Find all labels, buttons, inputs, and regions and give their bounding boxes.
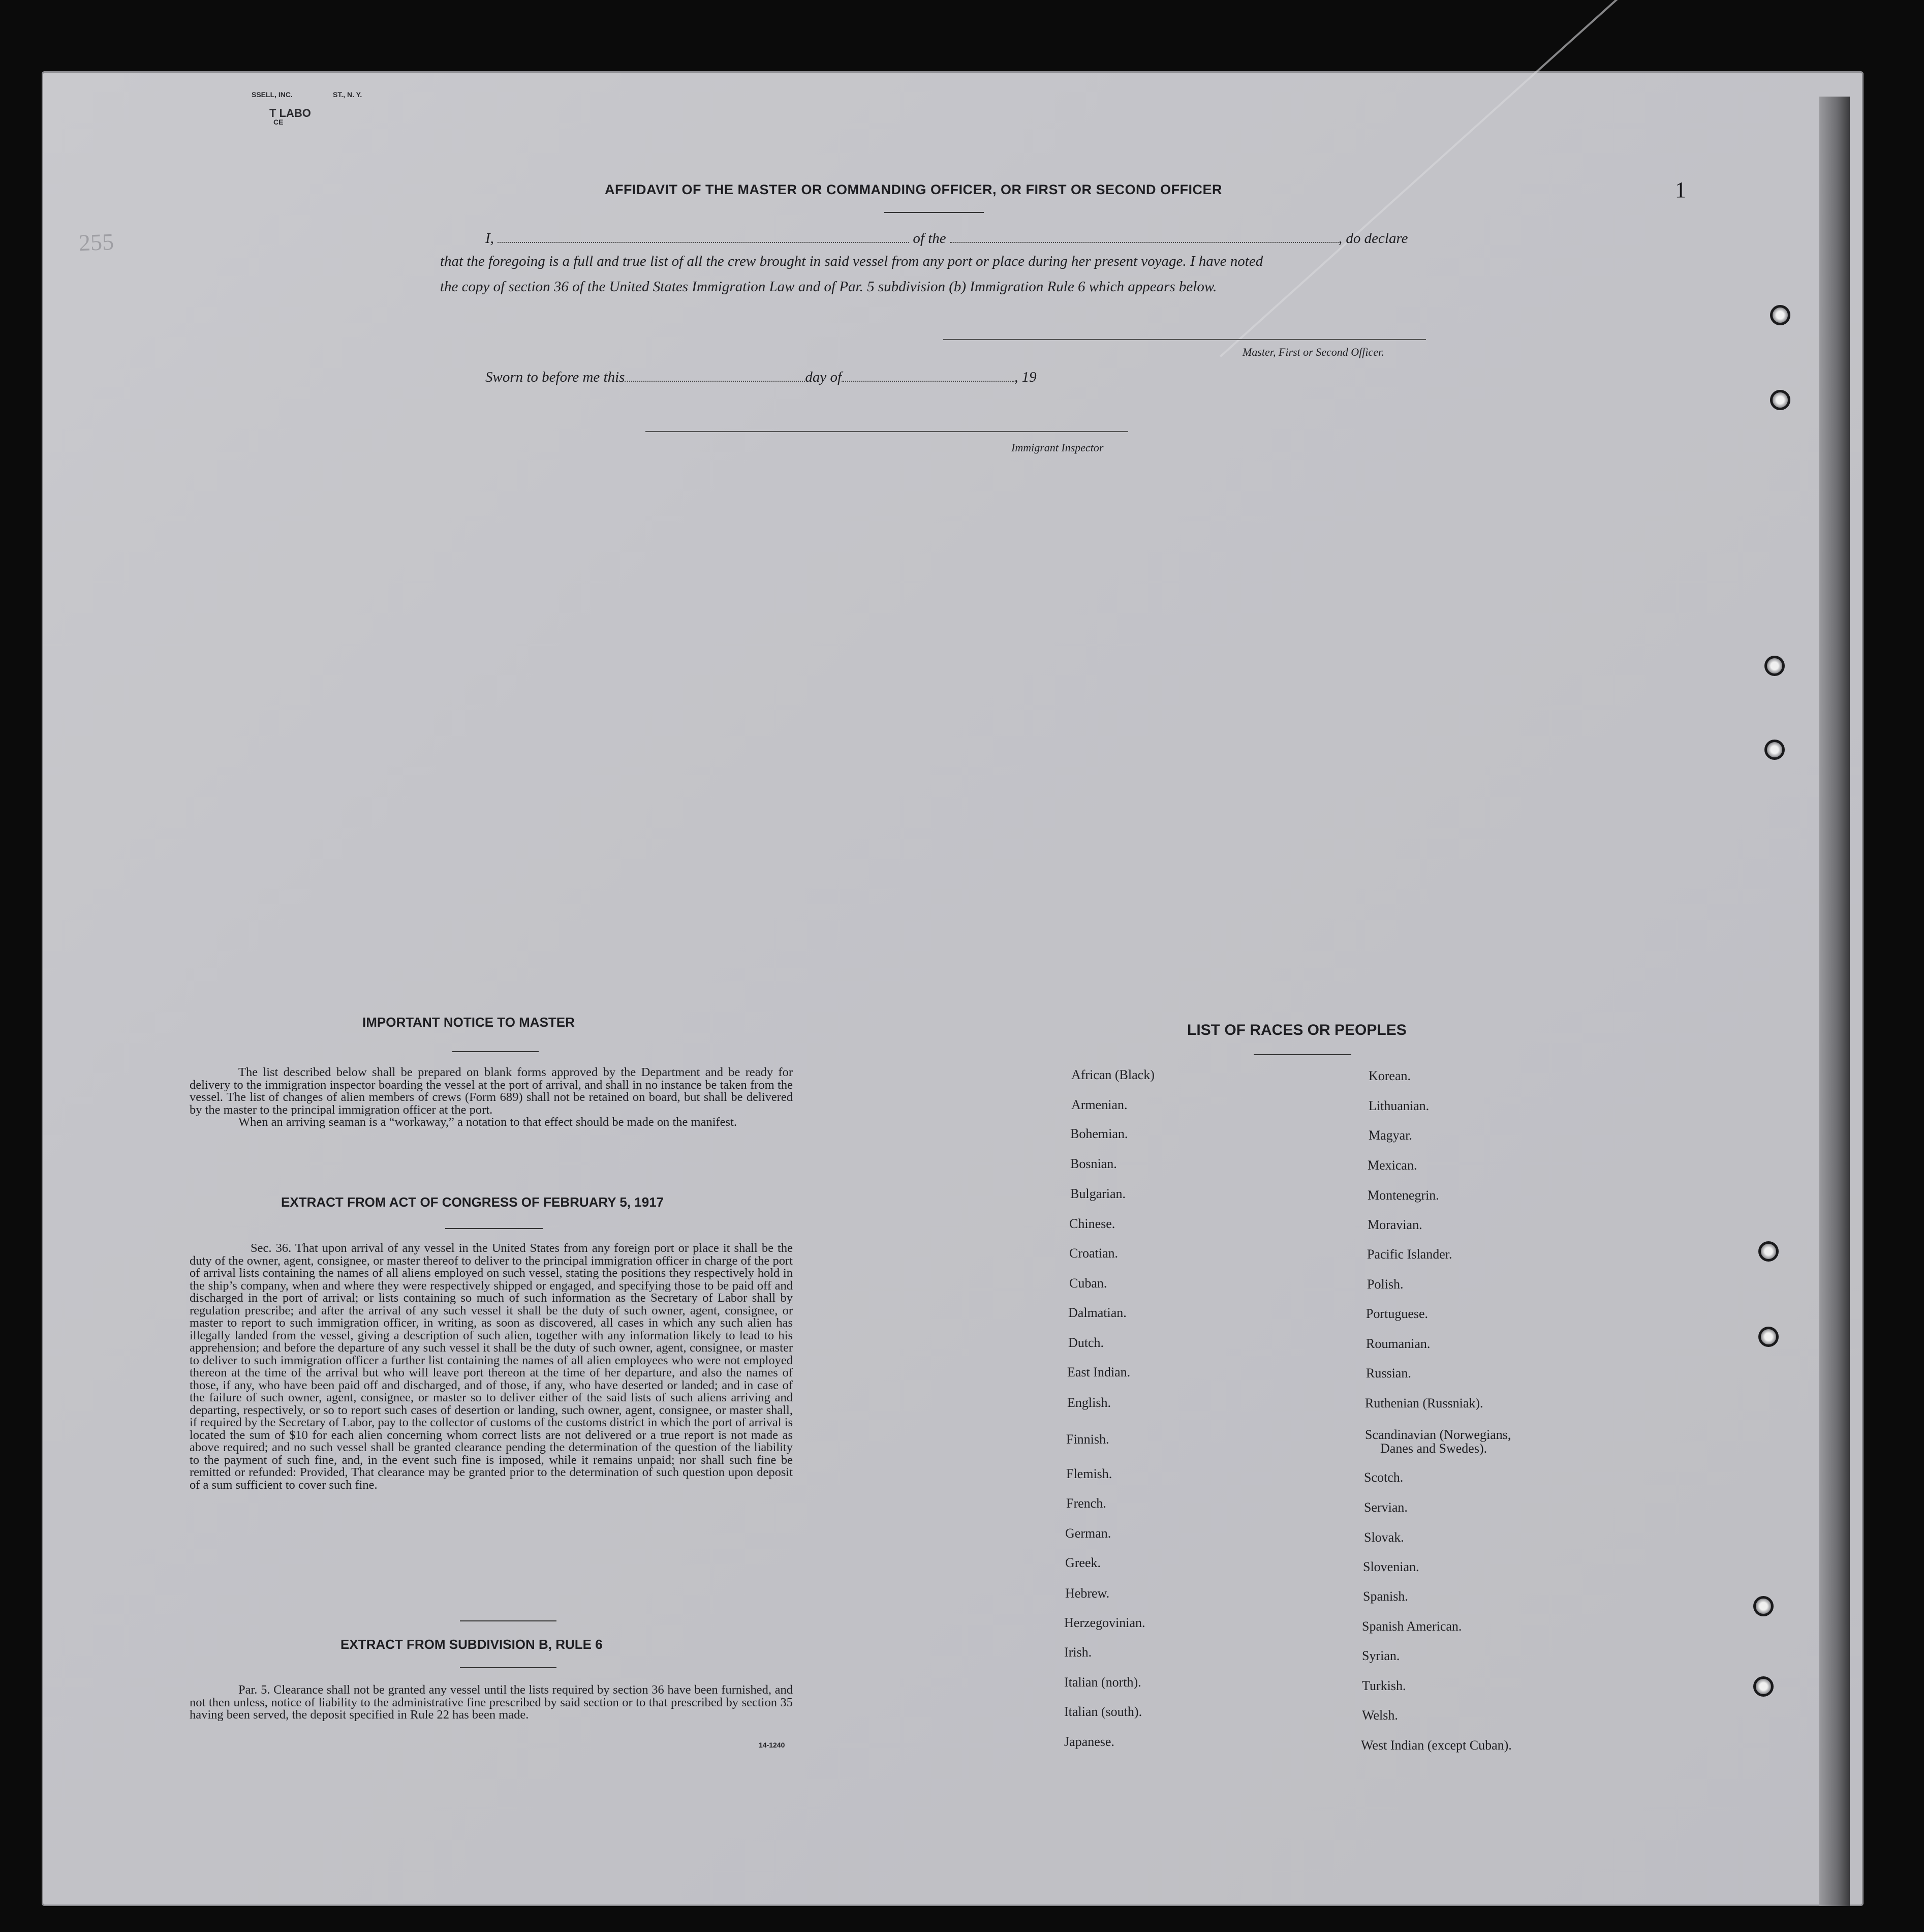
race-item: West Indian (except Cuban). <box>1361 1738 1512 1753</box>
race-item: Chinese. <box>1069 1216 1115 1231</box>
race-item: Servian. <box>1364 1500 1408 1515</box>
binder-hole <box>1758 1241 1779 1262</box>
binder-hole <box>1770 390 1790 410</box>
extract-act-body: Sec. 36. That upon arrival of any vessel in the United States from any foreign port or place it shall be the duty of the owner, agent, consignee, or master thereof to deliver to the principal immigration officer in charge of the port of arrival lists containing the names of all aliens employed on such vessel, stating the positions they respectively hold in the ship’s company, when and where they were respectively shipped or engaged, and specifying those to be paid off and discharged in the port of arrival; or lists containing so much of such information as the Secretary of Labor shall by regulation prescribe; and after the arrival of any such vessel it shall be the duty of such owner, agent, consignee, or master to report to such immigration officer, in writing, as soon as discovered, all cases in which any such alien has illegally landed from the vessel, giving a description of such alien, together with any information likely to lead to his apprehension; and before the departure of any such vessel it shall be the duty of such owner, agent, consignee, or master to deliver to such immigration officer a further list containing the names of all alien employees who were not employed thereon at the time of the arrival but who will leave port thereon at the time of her departure, and also the names of those, if any, who have been paid off and discharged, and of those, if any, who have deserted or landed; and in case of the failure of such owner, agent, consignee, or master so to deliver either of the said lists of such aliens arriving and departing, respectively, or so to report such cases of desertion or landing, such owner, agent, consignee, or master shall, if required by the Secretary of Labor, pay to the collector of customs of the customs district in which the port of arrival is located the sum of $10 for each alien concerning whom correct lists are not delivered or a true report is not made as above required; and no such vessel shall be granted clearance pending the determination of the question of the liability to the payment of such fine, and, in the event such fine is imposed, while it remains unpaid; nor shall such fine be remitted or refunded: Provided, That clearance may be granted prior to the determination of such question upon deposit of a sum sufficient to cover such fine. <box>190 1241 793 1492</box>
divider <box>884 212 984 213</box>
race-item: Herzegovinian. <box>1064 1615 1145 1630</box>
race-item: Lithuanian. <box>1369 1098 1430 1113</box>
affidavit-text: day of <box>805 369 842 385</box>
master-label: Master, First or Second Officer. <box>1243 346 1384 358</box>
binder-hole <box>1753 1596 1774 1616</box>
race-item: Dalmatian. <box>1068 1305 1127 1320</box>
binder-hole <box>1764 656 1785 676</box>
extract-rule-title: EXTRACT FROM SUBDIVISION B, RULE 6 <box>340 1637 603 1652</box>
binder-hole <box>1758 1327 1779 1347</box>
race-item: Japanese. <box>1064 1734 1114 1749</box>
corner-fragment: SSELL, INC. <box>252 90 293 99</box>
inspector-label: Immigrant Inspector <box>1011 441 1104 454</box>
race-item: Dutch. <box>1068 1335 1104 1350</box>
race-item: Armenian. <box>1071 1097 1128 1112</box>
race-item: Croatian. <box>1069 1246 1119 1261</box>
form-number: 14-1240 <box>759 1741 785 1749</box>
race-item: Polish. <box>1367 1277 1404 1292</box>
race-item: Syrian. <box>1362 1648 1400 1663</box>
notice-paragraph: The list described below shall be prepared on blank forms approved by the Department and be ready for delivery to the immigration inspector boarding the vessel at the port of arrival, and shall in no instance be taken from the vessel. The list of changes of alien members of crews (Form 689) shall not be retained on board, but shall be delivered by the master to the principal immigration officer at the port. <box>190 1065 793 1117</box>
race-item: Flemish. <box>1066 1466 1112 1481</box>
race-item: English. <box>1067 1395 1111 1410</box>
race-item: Bulgarian. <box>1070 1186 1126 1201</box>
race-item: French. <box>1066 1496 1106 1511</box>
race-item: Italian (north). <box>1064 1675 1141 1690</box>
affidavit-text: Sworn to before me this <box>485 369 625 385</box>
divider <box>452 1051 539 1052</box>
race-item: Russian. <box>1366 1366 1411 1381</box>
affidavit-text: , 19 <box>1014 369 1037 385</box>
divider <box>445 1228 543 1229</box>
sheet-edge <box>1819 97 1850 1906</box>
races-title: LIST OF RACES OR PEOPLES <box>1187 1022 1407 1038</box>
affidavit-line-3: the copy of section 36 of the United States Immigration Law and of Par. 5 subdivision (b) Immigration Rule 6 which appears below. <box>440 279 1217 295</box>
extract-act-title: EXTRACT FROM ACT OF CONGRESS OF FEBRUARY 5, 1917 <box>281 1194 664 1210</box>
affidavit-text: of the <box>913 230 946 247</box>
race-item: German. <box>1065 1526 1111 1541</box>
sworn-line <box>485 369 1037 386</box>
race-item: Montenegrin. <box>1368 1188 1439 1203</box>
document-sheet <box>42 71 1864 1906</box>
race-item: Magyar. <box>1369 1128 1412 1143</box>
affidavit-line-2: that the foregoing is a full and true list of all the crew brought in said vessel from any port or place during her present voyage. I have noted <box>440 253 1263 269</box>
stamp-number: 255 <box>78 228 114 256</box>
race-item: Portuguese. <box>1366 1306 1429 1321</box>
race-item: Moravian. <box>1368 1217 1422 1232</box>
race-item: Ruthenian (Russniak). <box>1365 1396 1483 1410</box>
binder-hole <box>1770 305 1790 325</box>
notice-body <box>190 1066 793 1129</box>
race-item: Korean. <box>1369 1068 1411 1083</box>
divider <box>1254 1054 1351 1055</box>
binder-hole <box>1753 1676 1774 1697</box>
notice-paragraph: When an arriving seaman is a “workaway,” a notation to that effect should be made on the manifest. <box>238 1115 737 1129</box>
race-item: Irish. <box>1064 1645 1092 1660</box>
signature-line-inspector[interactable] <box>645 431 1128 432</box>
race-item: Scotch. <box>1364 1470 1404 1485</box>
affidavit-line-1 <box>485 230 1408 247</box>
race-item: Hebrew. <box>1065 1586 1110 1601</box>
blank-field-day[interactable] <box>625 381 805 382</box>
race-item: Italian (south). <box>1064 1704 1142 1719</box>
affidavit-text: , do declare <box>1338 230 1408 247</box>
corner-fragment: T LABO <box>269 107 311 119</box>
race-item: African (Black) <box>1071 1067 1155 1082</box>
race-item: Slovak. <box>1364 1530 1404 1545</box>
blank-field-month[interactable] <box>842 381 1014 382</box>
affidavit-title: AFFIDAVIT OF THE MASTER OR COMMANDING OFFICER, OR FIRST OR SECOND OFFICER <box>605 182 1222 197</box>
notice-title: IMPORTANT NOTICE TO MASTER <box>362 1015 575 1030</box>
race-item: Bosnian. <box>1070 1156 1117 1171</box>
blank-field-name[interactable] <box>498 242 909 243</box>
race-item: Slovenian. <box>1363 1559 1419 1574</box>
binder-hole <box>1764 740 1785 760</box>
race-item: Greek. <box>1065 1555 1101 1570</box>
race-item: Bohemian. <box>1070 1126 1128 1141</box>
divider <box>460 1620 556 1621</box>
divider <box>460 1667 556 1668</box>
race-item: Scandinavian (Norwegians, <box>1365 1427 1511 1442</box>
blank-field-vessel[interactable] <box>950 242 1339 243</box>
race-item: Danes and Swedes). <box>1380 1441 1487 1456</box>
corner-fragment: ST., N. Y. <box>333 90 362 99</box>
affidavit-text: I, <box>485 230 494 247</box>
race-item: Mexican. <box>1368 1158 1417 1173</box>
extract-rule-body: Par. 5. Clearance shall not be granted any vessel until the lists required by section 36 have been furnished, and not then unless, notice of liability to the administrative fine prescribed by said section or to that prescribed by section 35 having been served, the deposit specified in Rule 22 has been made. <box>190 1683 793 1722</box>
race-item: Spanish American. <box>1362 1619 1462 1634</box>
race-item: Turkish. <box>1362 1678 1406 1693</box>
race-item: Welsh. <box>1362 1708 1398 1723</box>
race-item: Pacific Islander. <box>1367 1247 1452 1262</box>
corner-fragment: CE <box>273 118 284 126</box>
race-item: Roumanian. <box>1366 1336 1431 1351</box>
signature-line-master[interactable] <box>943 339 1426 340</box>
race-item: Finnish. <box>1066 1432 1109 1447</box>
race-item: Cuban. <box>1069 1276 1107 1291</box>
page-number: 1 <box>1675 177 1686 202</box>
race-item: Spanish. <box>1363 1589 1408 1604</box>
race-item: East Indian. <box>1067 1365 1131 1379</box>
